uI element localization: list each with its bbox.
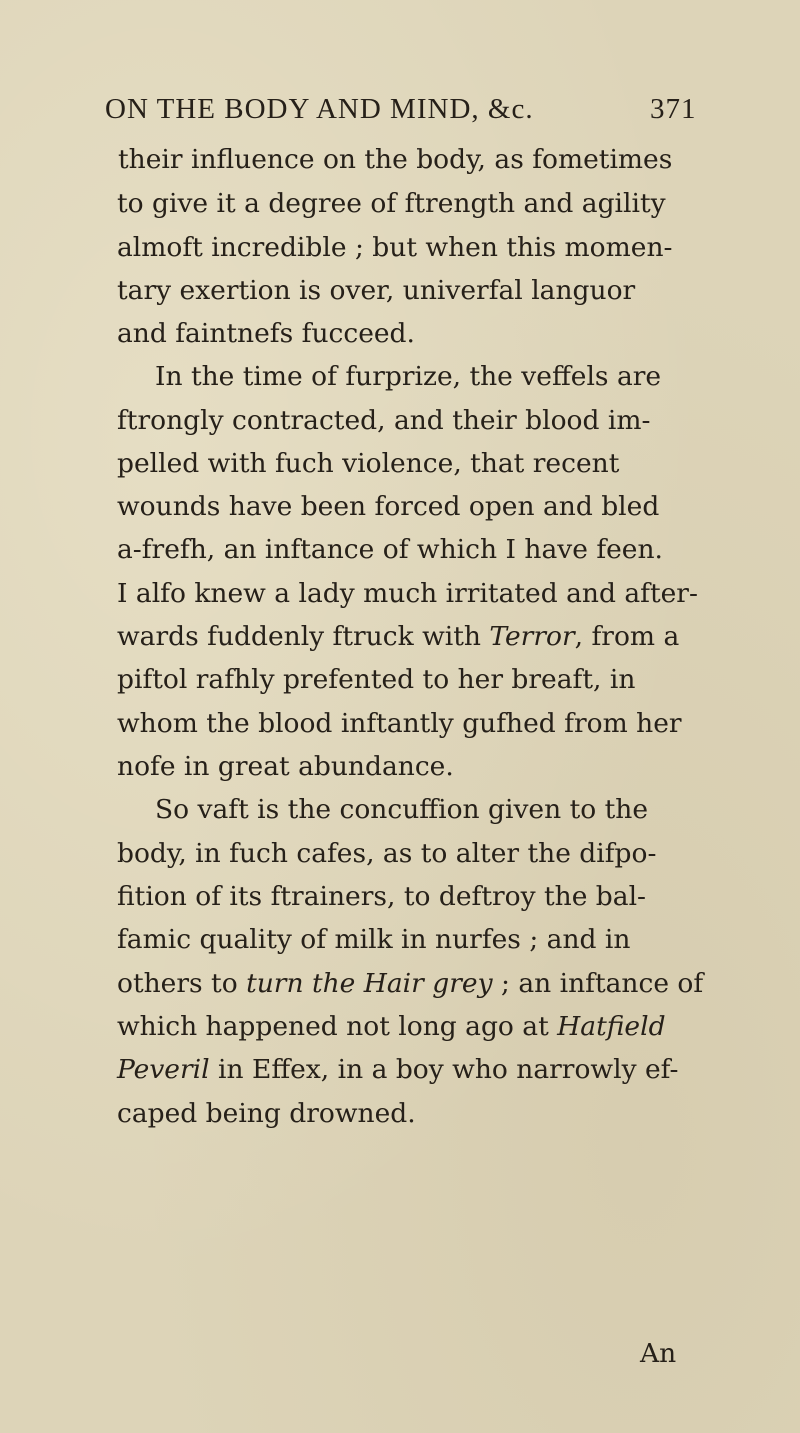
text-segment: , from a — [574, 621, 680, 652]
text-line — [117, 747, 454, 787]
text-line — [117, 444, 619, 484]
text-segment: ftrongly contracted, and their blood im- — [117, 405, 651, 436]
text-segment: others to — [117, 968, 247, 999]
catchword: An — [640, 1338, 677, 1369]
text-line — [117, 920, 630, 960]
text-segment: almoft incredible ; but when this momen- — [117, 232, 673, 263]
text-line — [117, 184, 666, 224]
text-segment: In the time of furprize, the veffels are — [155, 361, 662, 392]
text-line — [117, 617, 679, 657]
text-segment: So vaft is the concuffion given to the — [155, 794, 649, 825]
text-line — [117, 1007, 666, 1047]
text-line — [117, 1050, 678, 1090]
text-segment: tary exertion is over, univerfal languor — [117, 275, 636, 306]
text-line — [118, 140, 672, 180]
text-segment: which happened not long ago at — [117, 1011, 558, 1042]
text-segment: and faintnefs fucceed. — [117, 318, 415, 349]
text-line — [117, 834, 656, 874]
text-line — [117, 660, 635, 700]
text-line — [117, 574, 698, 614]
text-segment: body, in fuch cafes, as to alter the difpo- — [117, 838, 657, 869]
text-segment: I alfo knew a lady much irritated and after- — [117, 578, 698, 609]
text-segment: in Effex, in a boy who narrowly ef- — [209, 1054, 679, 1085]
text-line — [117, 401, 650, 441]
text-segment: their influence on the body, as fometimes — [118, 144, 673, 175]
text-line — [117, 530, 663, 570]
text-segment: whom the blood inftantly gufhed from her — [117, 708, 682, 739]
text-segment: famic quality of milk in nurfes ; and in — [117, 924, 631, 955]
italic-text-segment: Peveril — [117, 1054, 210, 1085]
text-line — [117, 314, 415, 354]
text-segment: wards fuddenly ftruck with — [117, 621, 490, 652]
text-line — [117, 877, 646, 917]
text-segment: a-frefh, an inftance of which I have feen. — [117, 534, 663, 565]
italic-text-segment: Hatfield — [557, 1011, 666, 1042]
text-line — [117, 271, 635, 311]
text-line — [117, 964, 703, 1004]
text-segment: nofe in great abundance. — [117, 751, 454, 782]
page-number: 371 — [650, 93, 697, 125]
text-segment: pelled with fuch violence, that recent — [117, 448, 620, 479]
running-head — [105, 93, 705, 133]
text-segment: ; an inftance of — [492, 968, 704, 999]
text-segment: to give it a degree of ftrength and agility — [117, 188, 666, 219]
text-line — [117, 487, 659, 527]
text-line — [117, 704, 682, 744]
italic-text-segment: turn the Hair grey — [246, 968, 493, 999]
text-line — [155, 357, 661, 397]
text-segment: wounds have been forced open and bled — [117, 491, 660, 522]
text-segment: piftol rafhly prefented to her breaft, in — [117, 664, 636, 695]
text-line — [155, 790, 648, 830]
running-head-title: ON THE BODY AND MIND, &c. — [105, 93, 534, 125]
text-line — [117, 1094, 416, 1134]
text-segment: fition of its ftrainers, to deftroy the bal- — [117, 881, 647, 912]
text-segment: caped being drowned. — [117, 1098, 416, 1129]
text-line — [117, 228, 672, 268]
italic-text-segment: Terror — [489, 621, 575, 652]
